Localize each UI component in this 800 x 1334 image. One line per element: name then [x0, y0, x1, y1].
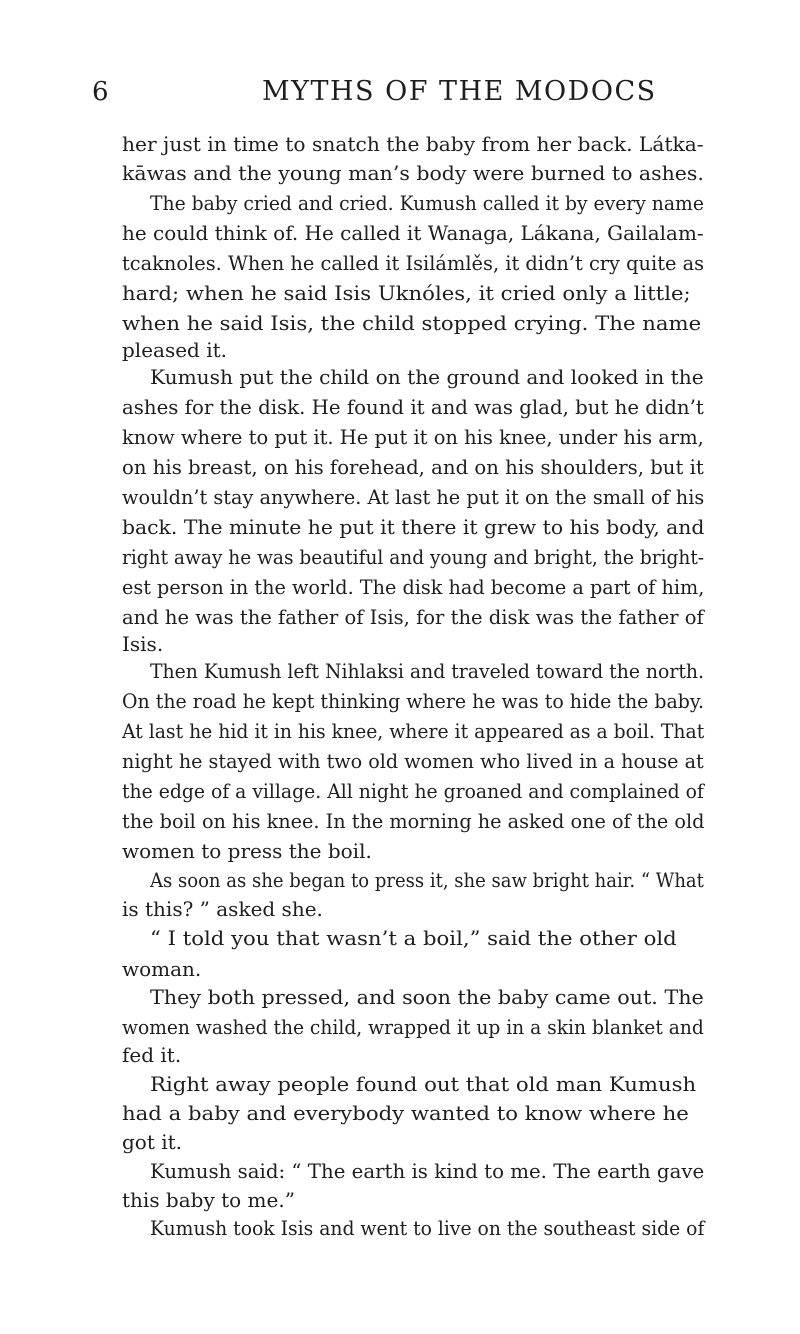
- paragraph-start-line: Then Kumush left Nihlaksi and traveled toward the north.: [150, 659, 705, 683]
- text-line: ashes for the disk. He found it and was glad, but he didn’t: [122, 395, 704, 419]
- paragraph-start-line: Kumush said: “ The earth is kind to me. The earth gave: [150, 1159, 705, 1183]
- text-line: est person in the world. The disk had become a part of him,: [122, 575, 705, 599]
- paragraph-start-line: As soon as she began to press it, she saw bright hair. “ What: [150, 868, 704, 892]
- text-line: kāwas and the young man’s body were burned to ashes.: [122, 161, 704, 185]
- text-line: Isis.: [122, 632, 164, 656]
- text-line: her just in time to snatch the baby from her back. Látka-: [122, 132, 704, 156]
- page-number: 6: [92, 77, 110, 107]
- running-title: MYTHS OF THE MODOCS: [262, 76, 657, 107]
- text-line: On the road he kept thinking where he was to hide the baby.: [122, 689, 705, 713]
- text-line: women to press the boil.: [122, 839, 372, 863]
- text-line: and he was the father of Isis, for the disk was the father of: [122, 605, 704, 629]
- paragraph-start-line: Right away people found out that old man Kumush: [150, 1072, 697, 1096]
- text-line: At last he hid it in his knee, where it appeared as a boil. That: [122, 719, 705, 743]
- text-line: right away he was beautiful and young and bright, the bright-: [122, 545, 705, 569]
- text-line: he could think of. He called it Wanaga, Lákana, Gailalam-: [122, 221, 704, 245]
- text-line: is this? ” asked she.: [122, 897, 323, 921]
- text-line: fed it.: [122, 1043, 182, 1067]
- paragraph-start-line: They both pressed, and soon the baby came out. The: [150, 985, 704, 1009]
- text-line: when he said Isis, the child stopped crying. The name: [122, 311, 702, 335]
- paragraph-start-line: The baby cried and cried. Kumush called it by every name: [150, 191, 704, 215]
- text-line: the boil on his knee. In the morning he asked one of the old: [122, 809, 705, 833]
- text-line: got it.: [122, 1130, 183, 1154]
- text-line: this baby to me.”: [122, 1188, 295, 1212]
- text-line: hard; when he said Isis Uknóles, it cried only a little;: [122, 281, 691, 305]
- text-line: know where to put it. He put it on his knee, under his arm,: [122, 425, 704, 449]
- paragraph-start-line: Kumush took Isis and went to live on the southeast side of: [150, 1216, 705, 1240]
- text-line: pleased it.: [122, 338, 228, 362]
- text-line: wouldn’t stay anywhere. At last he put it on the small of his: [122, 485, 705, 509]
- text-line: on his breast, on his forehead, and on his shoulders, but it: [122, 455, 704, 479]
- paragraph-start-line: “ I told you that wasn’t a boil,” said the other old: [150, 926, 677, 950]
- text-line: night he stayed with two old women who lived in a house at: [122, 749, 704, 773]
- text-line: tcaknoles. When he called it Isilámlěs, it didn’t cry quite as: [122, 251, 705, 275]
- text-line: women washed the child, wrapped it up in a skin blanket and: [122, 1015, 704, 1039]
- text-line: back. The minute he put it there it grew to his body, and: [122, 515, 705, 539]
- text-line: had a baby and everybody wanted to know where he: [122, 1101, 689, 1125]
- text-line: woman.: [122, 957, 202, 981]
- paragraph-start-line: Kumush put the child on the ground and looked in the: [150, 365, 704, 389]
- text-line: the edge of a village. All night he groaned and complained of: [122, 779, 704, 803]
